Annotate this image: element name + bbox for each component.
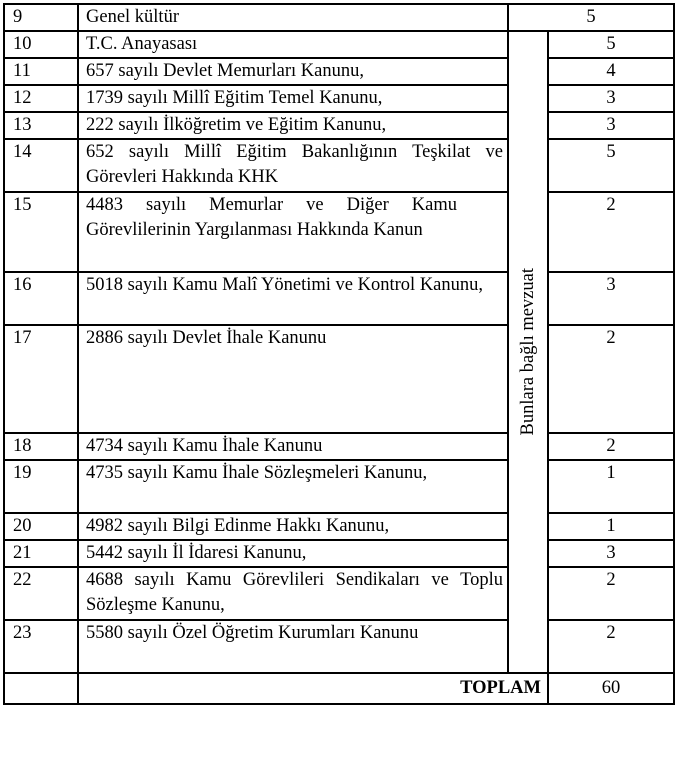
topic-title: 222 sayılı İlköğretim ve Eğitim Kanunu, — [78, 112, 508, 139]
row-number: 23 — [4, 620, 78, 673]
row-number: 19 — [4, 460, 78, 513]
row-number: 16 — [4, 272, 78, 325]
question-count: 5 — [548, 31, 674, 58]
row-number: 10 — [4, 31, 78, 58]
question-count: 2 — [548, 620, 674, 673]
total-empty-cell — [4, 673, 78, 704]
table-row — [4, 4, 674, 31]
table-row — [4, 433, 674, 460]
row-number: 21 — [4, 540, 78, 567]
question-count: 2 — [548, 567, 674, 620]
topic-title: 5580 sayılı Özel Öğretim Kurumları Kanunu — [78, 620, 508, 673]
topic-title: 4688 sayılı Kamu Görevlileri Sendikaları ve Toplu Sözleşme Kanunu, — [78, 567, 508, 620]
topic-title: 2886 sayılı Devlet İhale Kanunu — [78, 325, 508, 433]
row-number: 18 — [4, 433, 78, 460]
row-number: 15 — [4, 192, 78, 272]
question-count: 1 — [548, 460, 674, 513]
question-count: 3 — [548, 112, 674, 139]
row-number: 11 — [4, 58, 78, 85]
exam-topics-table — [3, 3, 675, 705]
question-count: 1 — [548, 513, 674, 540]
row-number: 22 — [4, 567, 78, 620]
question-count: 3 — [548, 272, 674, 325]
related-legislation-group — [508, 31, 548, 673]
group-label: Bunlara bağlı mevzuat — [518, 268, 538, 436]
topic-title: 4734 sayılı Kamu İhale Kanunu — [78, 433, 508, 460]
table-row — [4, 325, 674, 433]
question-count: 5 — [508, 4, 674, 31]
question-count: 2 — [548, 192, 674, 272]
total-label: TOPLAM — [78, 673, 548, 704]
table-row — [4, 139, 674, 192]
row-number: 17 — [4, 325, 78, 433]
question-count: 5 — [548, 139, 674, 192]
question-count: 2 — [548, 433, 674, 460]
question-count: 4 — [548, 58, 674, 85]
topic-title: 652 sayılı Millî Eğitim Bakanlığının Teşkilat ve Görevleri Hakkında KHK — [78, 139, 508, 192]
row-number: 12 — [4, 85, 78, 112]
topic-title: 5442 sayılı İl İdaresi Kanunu, — [78, 540, 508, 567]
row-number: 13 — [4, 112, 78, 139]
topic-title: 5018 sayılı Kamu Malî Yönetimi ve Kontrol Kanunu, — [78, 272, 508, 325]
table-row — [4, 460, 674, 513]
topic-title: T.C. Anayasası — [78, 31, 508, 58]
topic-title: 4483 sayılı Memurlar ve Diğer Kamu Görevlilerinin Yargılanması Hakkında Kanun — [78, 192, 508, 272]
table-row — [4, 31, 674, 58]
topic-title: 4982 sayılı Bilgi Edinme Hakkı Kanunu, — [78, 513, 508, 540]
table-row — [4, 85, 674, 112]
total-row — [4, 673, 674, 704]
table-row — [4, 192, 674, 272]
question-count: 2 — [548, 325, 674, 433]
total-value: 60 — [548, 673, 674, 704]
table-row — [4, 272, 674, 325]
table-row — [4, 58, 674, 85]
topic-title: Genel kültür — [78, 4, 508, 31]
table-row — [4, 620, 674, 673]
table-row — [4, 112, 674, 139]
table-row — [4, 567, 674, 620]
row-number: 20 — [4, 513, 78, 540]
row-number: 14 — [4, 139, 78, 192]
topic-title: 4735 sayılı Kamu İhale Sözleşmeleri Kanunu, — [78, 460, 508, 513]
table-row — [4, 513, 674, 540]
topic-title: 1739 sayılı Millî Eğitim Temel Kanunu, — [78, 85, 508, 112]
question-count: 3 — [548, 85, 674, 112]
topic-title: 657 sayılı Devlet Memurları Kanunu, — [78, 58, 508, 85]
row-number: 9 — [4, 4, 78, 31]
table-row — [4, 540, 674, 567]
question-count: 3 — [548, 540, 674, 567]
